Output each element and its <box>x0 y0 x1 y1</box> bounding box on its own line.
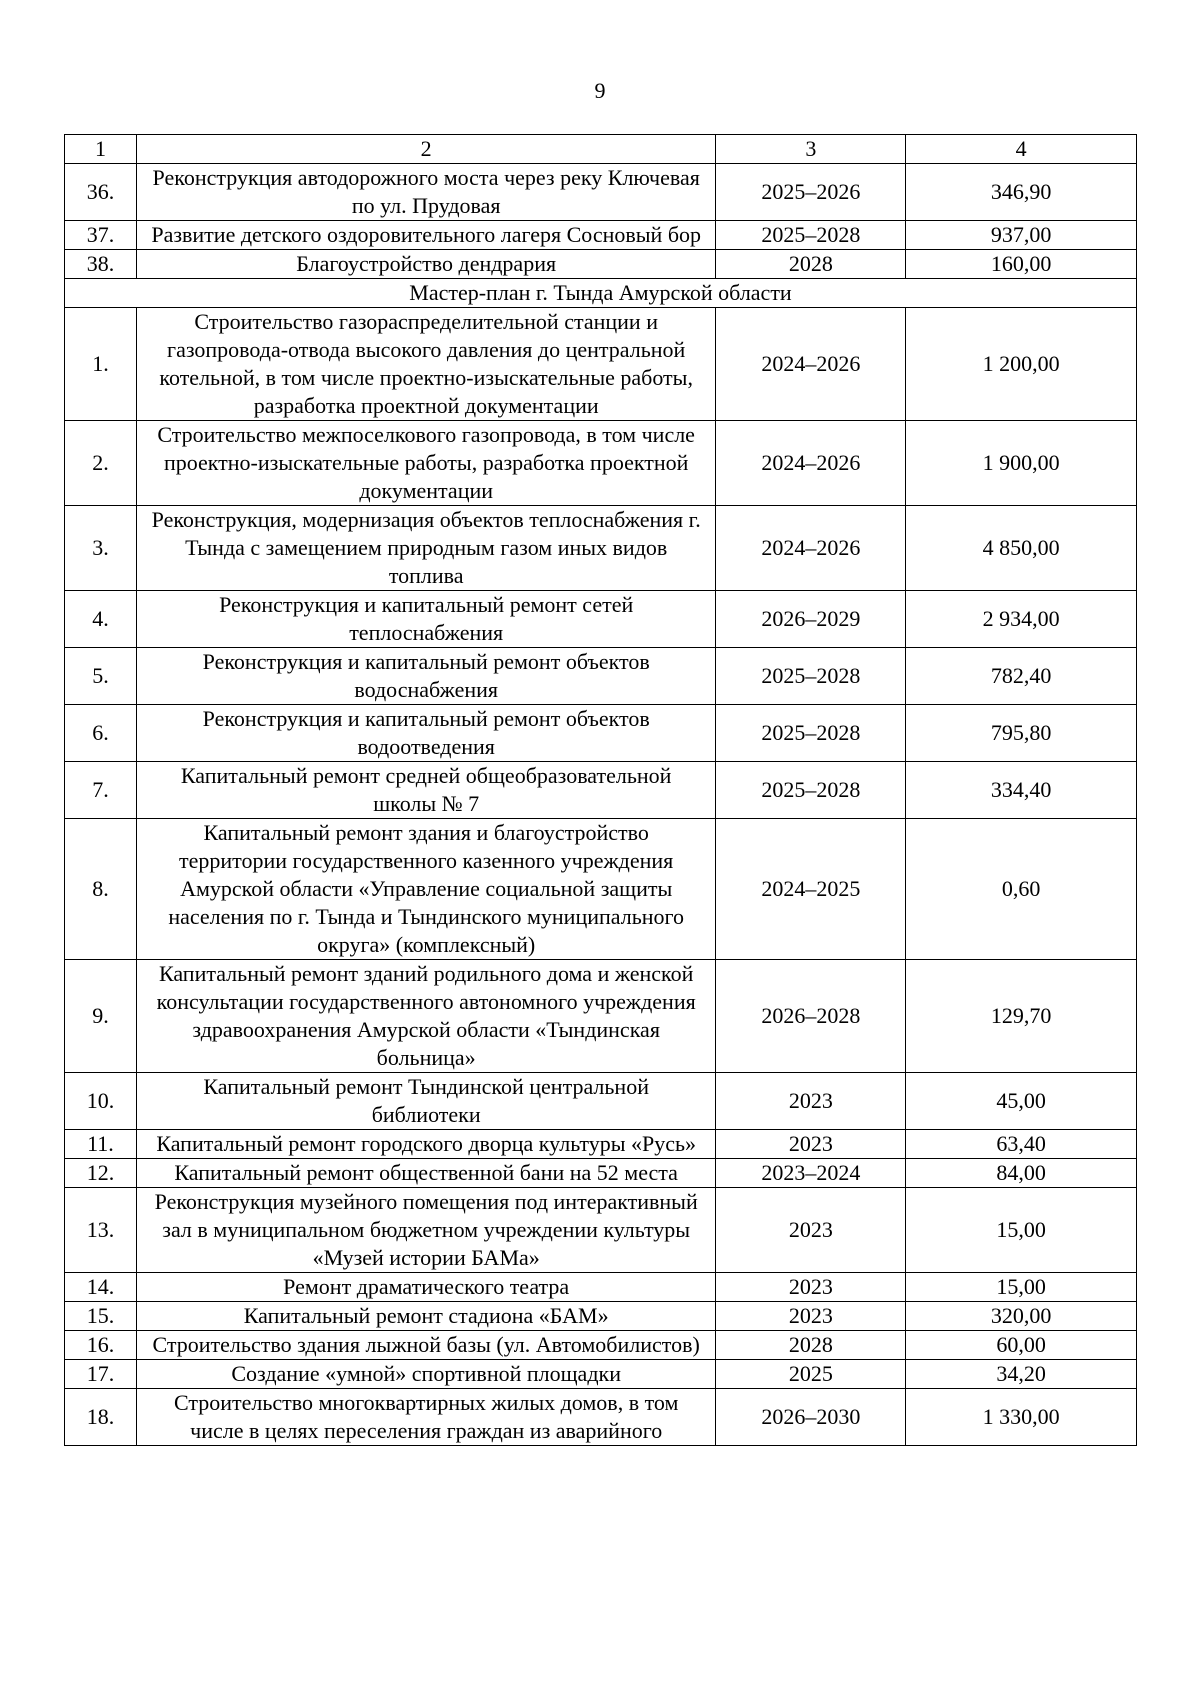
row-period: 2024–2025 <box>716 819 906 960</box>
row-period: 2023 <box>716 1273 906 1302</box>
row-number: 36. <box>65 164 137 221</box>
row-number: 17. <box>65 1360 137 1389</box>
row-name: Капитальный ремонт городского дворца культуры «Русь» <box>136 1130 715 1159</box>
table-row <box>65 648 1137 705</box>
row-amount: 60,00 <box>906 1331 1137 1360</box>
row-name: Капитальный ремонт зданий родильного дома и женской консультации государственного автономного учреждения здравоохранения Амурской области «Тындинская больница» <box>136 960 715 1073</box>
row-amount: 15,00 <box>906 1273 1137 1302</box>
table-row <box>65 1273 1137 1302</box>
row-period: 2023 <box>716 1073 906 1130</box>
table-row <box>65 308 1137 421</box>
row-period: 2026–2029 <box>716 591 906 648</box>
row-amount: 795,80 <box>906 705 1137 762</box>
row-number: 8. <box>65 819 137 960</box>
row-name: Капитальный ремонт здания и благоустройство территории государственного казенного учреждения Амурской области «Управление социальной защиты населения по г. Тында и Тындинского муниципального округа» (комплексный) <box>136 819 715 960</box>
table-header-row <box>65 135 1137 164</box>
row-period: 2023–2024 <box>716 1159 906 1188</box>
row-number: 6. <box>65 705 137 762</box>
table-row <box>65 762 1137 819</box>
row-number: 18. <box>65 1389 137 1446</box>
row-period: 2026–2028 <box>716 960 906 1073</box>
row-period: 2028 <box>716 250 906 279</box>
row-name: Строительство многоквартирных жилых домов, в том числе в целях переселения граждан из аварийного <box>136 1389 715 1446</box>
row-period: 2025–2028 <box>716 648 906 705</box>
row-name: Реконструкция музейного помещения под интерактивный зал в муниципальном бюджетном учреждении культуры «Музей истории БАМа» <box>136 1188 715 1273</box>
row-amount: 346,90 <box>906 164 1137 221</box>
row-name: Реконструкция и капитальный ремонт сетей теплоснабжения <box>136 591 715 648</box>
header-cell: 4 <box>906 135 1137 164</box>
row-name: Капитальный ремонт общественной бани на 52 места <box>136 1159 715 1188</box>
row-number: 1. <box>65 308 137 421</box>
table-row <box>65 421 1137 506</box>
row-amount: 1 200,00 <box>906 308 1137 421</box>
row-amount: 4 850,00 <box>906 506 1137 591</box>
row-period: 2026–2030 <box>716 1389 906 1446</box>
table-row <box>65 1130 1137 1159</box>
row-period: 2025–2028 <box>716 221 906 250</box>
table-row <box>65 1302 1137 1331</box>
row-name: Развитие детского оздоровительного лагеря Сосновый бор <box>136 221 715 250</box>
row-amount: 160,00 <box>906 250 1137 279</box>
row-name: Реконструкция и капитальный ремонт объектов водоотведения <box>136 705 715 762</box>
row-name: Строительство межпоселкового газопровода, в том числе проектно-изыскательные работы, разработка проектной документации <box>136 421 715 506</box>
table-row <box>65 960 1137 1073</box>
row-period: 2024–2026 <box>716 506 906 591</box>
row-number: 4. <box>65 591 137 648</box>
section-row <box>65 279 1137 308</box>
row-period: 2023 <box>716 1302 906 1331</box>
row-number: 14. <box>65 1273 137 1302</box>
row-name: Строительство здания лыжной базы (ул. Автомобилистов) <box>136 1331 715 1360</box>
row-name: Капитальный ремонт Тындинской центральной библиотеки <box>136 1073 715 1130</box>
row-name: Создание «умной» спортивной площадки <box>136 1360 715 1389</box>
row-name: Благоустройство дендрария <box>136 250 715 279</box>
table-row <box>65 250 1137 279</box>
row-number: 10. <box>65 1073 137 1130</box>
table-row <box>65 1331 1137 1360</box>
table-row <box>65 164 1137 221</box>
row-name: Реконструкция автодорожного моста через реку Ключевая по ул. Прудовая <box>136 164 715 221</box>
row-period: 2024–2026 <box>716 421 906 506</box>
row-number: 37. <box>65 221 137 250</box>
table-row <box>65 819 1137 960</box>
row-number: 12. <box>65 1159 137 1188</box>
row-amount: 320,00 <box>906 1302 1137 1331</box>
row-name: Реконструкция, модернизация объектов теплоснабжения г. Тында с замещением природным газом иных видов топлива <box>136 506 715 591</box>
table-row <box>65 705 1137 762</box>
row-number: 5. <box>65 648 137 705</box>
row-number: 2. <box>65 421 137 506</box>
row-number: 9. <box>65 960 137 1073</box>
row-number: 11. <box>65 1130 137 1159</box>
row-amount: 334,40 <box>906 762 1137 819</box>
table-row <box>65 221 1137 250</box>
row-amount: 937,00 <box>906 221 1137 250</box>
row-amount: 45,00 <box>906 1073 1137 1130</box>
row-period: 2023 <box>716 1130 906 1159</box>
row-amount: 34,20 <box>906 1360 1137 1389</box>
page-number: 9 <box>594 78 606 103</box>
header-cell: 3 <box>716 135 906 164</box>
row-amount: 782,40 <box>906 648 1137 705</box>
table-row <box>65 591 1137 648</box>
header-cell: 1 <box>65 135 137 164</box>
row-period: 2025–2028 <box>716 762 906 819</box>
row-period: 2028 <box>716 1331 906 1360</box>
row-period: 2024–2026 <box>716 308 906 421</box>
table-row <box>65 1389 1137 1446</box>
table-row <box>65 1073 1137 1130</box>
row-number: 7. <box>65 762 137 819</box>
row-period: 2025–2028 <box>716 705 906 762</box>
row-name: Строительство газораспределительной станции и газопровода-отвода высокого давления до центральной котельной, в том числе проектно-изыскательные работы, разработка проектной документации <box>136 308 715 421</box>
row-number: 13. <box>65 1188 137 1273</box>
row-number: 3. <box>65 506 137 591</box>
row-amount: 15,00 <box>906 1188 1137 1273</box>
table-row <box>65 506 1137 591</box>
table-row <box>65 1188 1137 1273</box>
row-amount: 0,60 <box>906 819 1137 960</box>
header-cell: 2 <box>136 135 715 164</box>
row-name: Ремонт драматического театра <box>136 1273 715 1302</box>
row-period: 2025–2026 <box>716 164 906 221</box>
row-name: Реконструкция и капитальный ремонт объектов водоснабжения <box>136 648 715 705</box>
row-period: 2023 <box>716 1188 906 1273</box>
row-number: 15. <box>65 1302 137 1331</box>
row-amount: 129,70 <box>906 960 1137 1073</box>
table-row <box>65 1360 1137 1389</box>
row-number: 16. <box>65 1331 137 1360</box>
projects-table <box>64 134 1137 1446</box>
row-number: 38. <box>65 250 137 279</box>
row-amount: 1 330,00 <box>906 1389 1137 1446</box>
row-name: Капитальный ремонт средней общеобразовательной школы № 7 <box>136 762 715 819</box>
row-name: Капитальный ремонт стадиона «БАМ» <box>136 1302 715 1331</box>
table-row <box>65 1159 1137 1188</box>
row-amount: 63,40 <box>906 1130 1137 1159</box>
row-amount: 84,00 <box>906 1159 1137 1188</box>
row-period: 2025 <box>716 1360 906 1389</box>
row-amount: 2 934,00 <box>906 591 1137 648</box>
section-title: Мастер-план г. Тында Амурской области <box>65 279 1137 308</box>
row-amount: 1 900,00 <box>906 421 1137 506</box>
